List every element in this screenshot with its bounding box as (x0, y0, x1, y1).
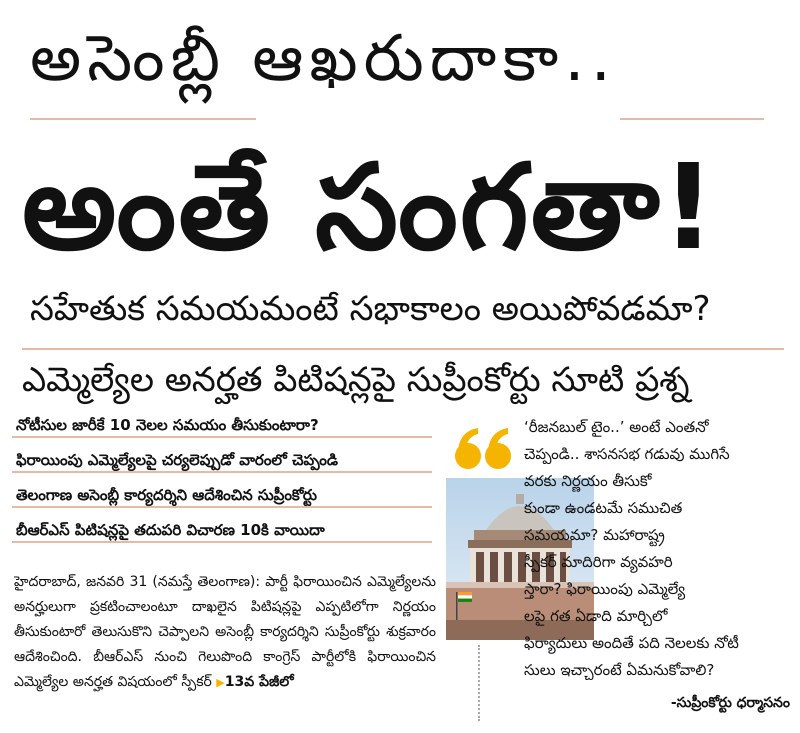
article-body (14, 570, 436, 720)
quote-attribution: -సుప్రీంకోర్టు ధర్మాసనం (670, 695, 790, 711)
arrow-right-icon: ▶ (216, 676, 225, 689)
kicker-rule-left (30, 118, 256, 120)
subheadline-1: సహేతుక సమయమంటే సభాకాలం అయిపోవడమా? (30, 289, 711, 329)
quote-line: స్పీకర్ మాదిరిగా వ్యవహరి (524, 553, 673, 571)
main-headline: అంతే సంగతా! (22, 138, 718, 276)
quote-line: ఫిర్యాదులు అందితే పది నెలలకు నోటీ (524, 634, 739, 652)
highlight-bullets (12, 412, 432, 552)
quote-line: లపై గత ఏడాది మార్చిలో (524, 607, 668, 625)
kicker-rule-right (620, 118, 764, 120)
quote-line: సమయమా? మహారాష్ట్ర (524, 526, 665, 544)
continuation-ref[interactable] (216, 670, 293, 695)
subheadline-2: ఎమ్మెల్యేల అనర్హత పిటిషన్లపై సుప్రీంకోర్టు సూటి ప్రశ్న (22, 360, 690, 400)
quote-line: సులు ఇచ్చారంటే ఏమనుకోవాలి? (524, 661, 715, 679)
column-divider (478, 645, 480, 721)
bullet-point: నోటీసుల జారీకే 10 నెలల సమయం తీసుకుంటారా? (12, 412, 432, 438)
kicker-headline: అసెంబ్లీ ఆఖరుదాకా.. (30, 22, 617, 96)
bullet-point: తెలంగాణ అసెంబ్లీ కార్యదర్శిని ఆదేశించిన సుప్రీంకోర్టు (12, 482, 432, 508)
subheadline-divider (22, 348, 784, 350)
bullet-point: బీఆర్ఎస్ పిటిషన్లపై తదుపరి విచారణ 10కి వాయిదా (12, 517, 432, 543)
pull-quote (524, 414, 790, 682)
quote-line: ‘రీజనబుల్ టైం..’ అంటే ఎంతనో (524, 418, 709, 436)
continuation-label: 13వ పేజీలో (224, 674, 294, 690)
quote-line: వరకు నిర్ణయం తీసుకో (524, 472, 652, 490)
quote-line: స్తారా? ఫిరాయింపు ఎమ్మెల్యే (524, 580, 686, 598)
quote-line: చెప్పండి.. శాసనసభ గడువు ముగిసే (524, 445, 730, 463)
article-body-text: హైదరాబాద్, జనవరి 31 (నమస్తే తెలంగాణ): పార్టీ ఫిరాయించిన ఎమ్మెల్యేలను అనర్హులుగా ప్రకటించాలంటూ దాఖలైన పిటిషన్లపై ఎప్పటిలోగా నిర్ణయం తీసుకుంటారో తెలుసుకొని చెప్పాలని అసెంబ్లీ కార్యదర్శిని సుప్రీంకోర్టు శుక్రవారం ఆదేశించింది. బీఆర్ఎస్ నుంచి గెలుపొంది కాంగ్రెస్ పార్టీలోకి ఫిరాయించిన ఎమ్మెల్యేల అనర్హత విషయంలో స్పీకర్ (14, 574, 436, 690)
bullet-point: ఫిరాయింపు ఎమ్మెల్యేలపై చర్యలెప్పుడో వారంలో చెప్పండి (12, 447, 432, 473)
quote-line: కుండా ఉండటమే సముచిత (524, 499, 683, 517)
double-quote-icon (452, 424, 516, 476)
